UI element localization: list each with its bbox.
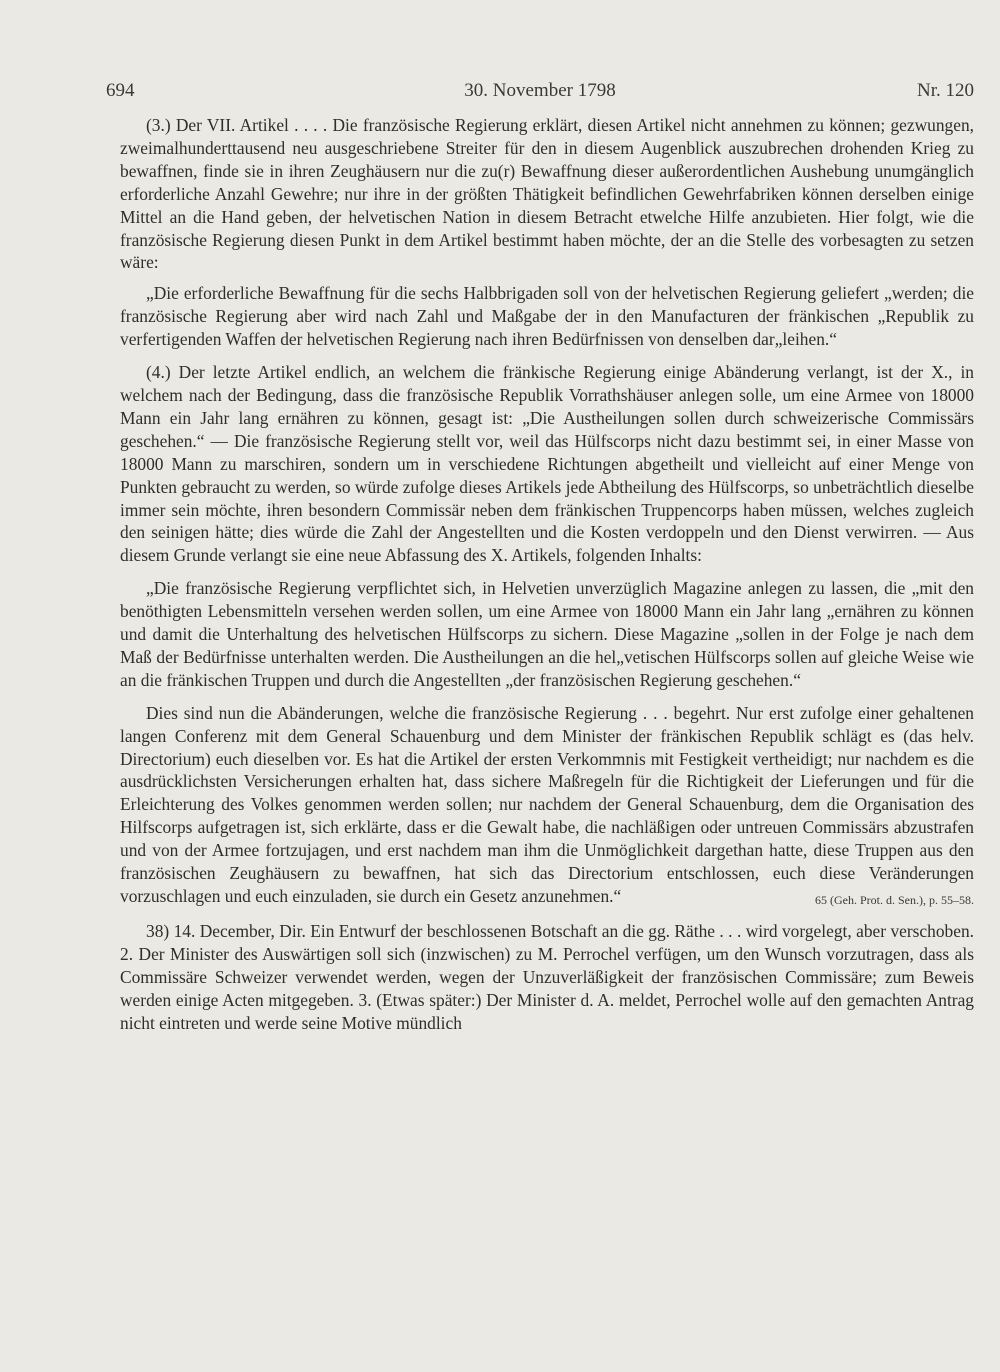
paragraph-entry-38: 38) 14. December, Dir. Ein Entwurf der beschlossenen Botschaft an die gg. Räthe . . . wird vorgelegt, aber verschoben. 2. Der Minister des Auswärtigen soll sich (inzwischen) zu M. Perrochel verfügen, um den Wunsch vorzutragen, dass als Commissäre Schweizer verwendet werden, wegen der Unzuverläßigkeit der französischen Commissäre; zum Beweis werden einige Acten mitgegeben. 3. (Etwas später:) Der Minister d. A. meldet, Perrochel wolle auf den gemachten Antrag nicht eintreten und werde seine Motive mündlich (120, 920, 974, 1033)
document-number: Nr. 120 (917, 80, 974, 101)
paragraph-conclusion-text: Dies sind nun die Abänderungen, welche die französische Regierung . . . begehrt. Nur erst zufolge einer gehaltenen langen Conferenz mit dem General Schauenburg und dem Minister der fränkischen Republik schlägt es (das helv. Directorium) euch dieselben vor. Es hat die Artikel der ersten Verkommnis mit Festigkeit vertheidigt; nur nachdem es die ausdrücklichsten Versicherungen erhalten hat, dass sichere Maßregeln für die Richtigkeit der Lieferungen und für die Erleichterung des Volkes genommen werden sollen; nur nachdem der General Schauenburg, dem die Organisation des Hilfscorps aufgetragen ist, sich erklärte, dass er die Gewalt habe, die nachläßigen oder untreuen Commissärs abzustrafen und von der Armee fortzujagen, und erst nachdem man ihm die Unmöglichkeit dargethan hatte, diese Truppen aus den französischen Zeughäusern zu bewaffnen, hat sich das Directorium entschlossen, euch diese Veränderungen vorzuschlagen und euch einzuladen, sie durch ein Gesetz anzunehmen.“ (120, 702, 974, 906)
quote-magazines: „Die französische Regierung verpflichtet sich, in Helvetien unverzüglich Magazine anlegen zu lassen, die „mit den benöthigten Lebensmitteln versehen werden sollen, um eine Armee von 18000 Mann ein Jahr lang „ernähren zu können und damit die Unterhaltung des helvetischen Hülfscorps zu sichern. Diese Magazine „sollen in der Folge je nach dem Maß der Bedürfnisse unterhalten werden. Die Austheilungen an die hel„vetischen Hülfscorps sollen auf gleiche Weise wie an die fränkischen Truppen und durch die Angestellten „der französischen Regierung geschehen.“ (120, 578, 974, 690)
paragraph-conclusion (120, 702, 974, 908)
quote-armament: „Die erforderliche Bewaffnung für die sechs Halbbrigaden soll von der helvetischen Regierung geliefert „werden; die französische Regierung aber wird nach Zahl und Maßgabe der in den Manufacturen der fränkischen „Republik zu verfertigenden Waffen der helvetischen Regierung nach ihren Bedürfnissen von denselben dar„leihen.“ (120, 283, 974, 350)
source-reference: 65 (Geh. Prot. d. Sen.), p. 55–58. (815, 893, 974, 907)
page-number: 694 (106, 80, 135, 101)
page-header (106, 80, 974, 106)
body-text (120, 114, 974, 1034)
paragraph-article-7: (3.) Der VII. Artikel . . . . Die französische Regierung erklärt, diesen Artikel nicht annehmen zu können; gezwungen, zweimalhunderttausend neu ausgeschriebene Streiter für den in diesem Augenblick auszubrechen drohenden Krieg zu bewaffnen, finde sie in ihren Zeughäusern nur die zu(r) Bewaffnung dieser außerordentlichen Aushebung unumgänglich erforderliche Anzahl Gewehre; nur ihre in der größten Thätigkeit befindlichen Gewehrfabriken können derselben einige Mittel an die Hand geben, der helvetischen Nation in diesem Betracht etwelche Hilfe anzubieten. Hier folgt, wie die französische Regierung diesen Punkt in dem Artikel bestimmt haben möchte, der an die Stelle des vorbesagten zu setzen wäre: (120, 115, 974, 273)
paragraph-article-10: (4.) Der letzte Artikel endlich, an welchem die fränkische Regierung einige Abänderung verlangt, ist der X., in welchem nach der Bedingung, dass die französische Republik Vorrathshäuser anlegen solle, um eine Armee von 18000 Mann ein Jahr lang ernähren zu können, gesagt ist: „Die Austheilungen sollen durch schweizerische Commissärs geschehen.“ — Die französische Regierung stellt vor, weil das Hülfscorps nicht dazu bestimmt sei, in einer Masse von 18000 Mann zu marschiren, sondern um in verschiedene Richtungen abgetheilt und vielleicht auf einer Menge von Punkten gebraucht zu werden, so würde zufolge dieses Artikels jede Abtheilung des Hülfscorps, so unbeträchtlich dieselbe immer sein möchte, ihren besondern Commissär neben dem fränkischen Truppencorps haben müssen, welches zugleich den seinigen hätte; dies würde die Zahl der Angestellten und die Kosten verdoppeln und den Dienst verwirren. — Aus diesem Grunde verlangt sie eine neue Abfassung des X. Artikels, folgenden Inhalts: (120, 362, 974, 566)
page-date: 30. November 1798 (464, 80, 616, 101)
